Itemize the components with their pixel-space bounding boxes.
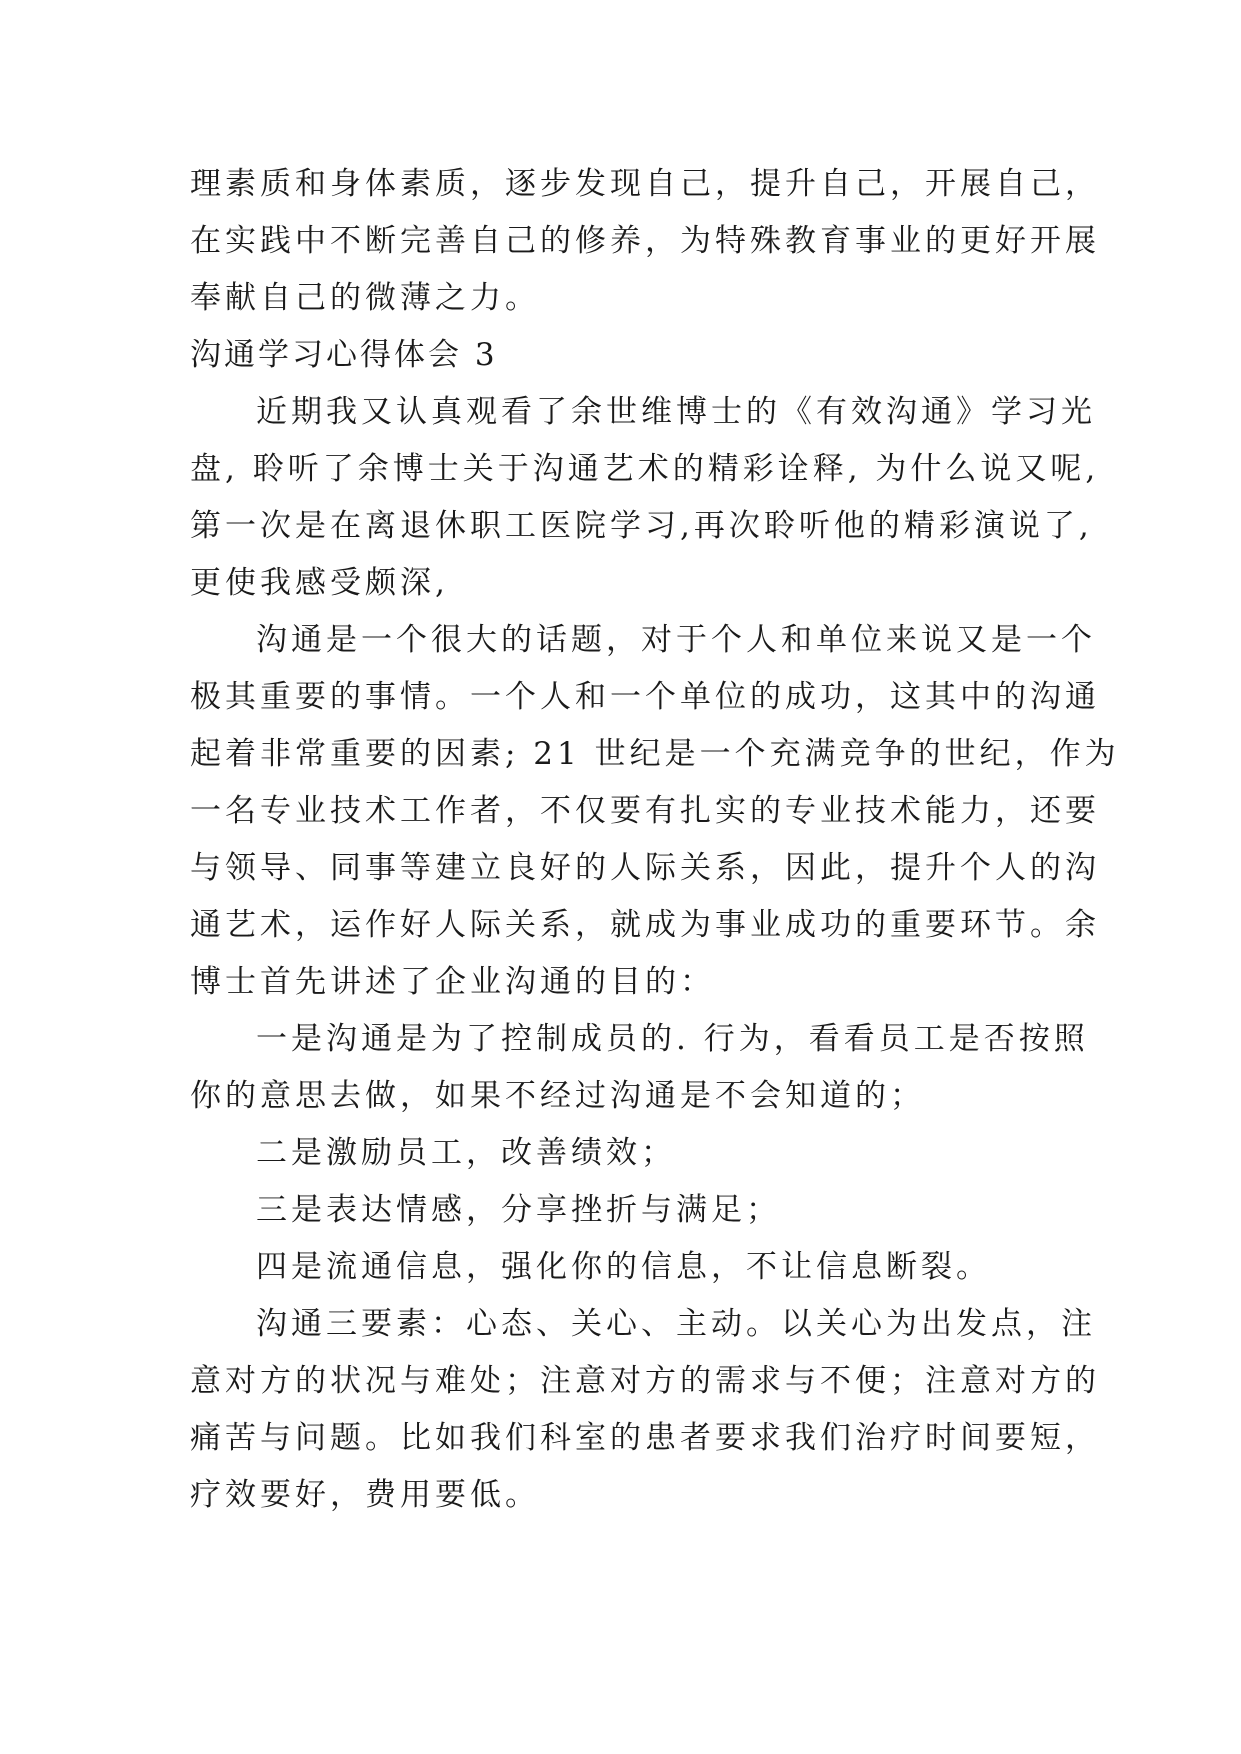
- text-line: 三是表达情感，分享挫折与满足；: [256, 1192, 781, 1228]
- text-line: 起着非常重要的因素; 21 世纪是一个充满竞争的世纪，作为: [190, 736, 1120, 772]
- text-line: 在实践中不断完善自己的修养，为特殊教育事业的更好开展: [190, 223, 1100, 259]
- text-line: 更使我感受颇深,: [190, 565, 449, 601]
- text-line: 极其重要的事情。一个人和一个单位的成功，这其中的沟通: [190, 679, 1100, 715]
- text-line: 通艺术，运作好人际关系，就成为事业成功的重要环节。余: [190, 907, 1100, 943]
- text-line: 一是沟通是为了控制成员的. 行为，看看员工是否按照: [256, 1021, 1089, 1057]
- text-line: 奉献自己的微薄之力。: [190, 280, 540, 316]
- text-line: 痛苦与问题。比如我们科室的患者要求我们治疗时间要短，: [190, 1420, 1100, 1456]
- text-line: 沟通三要素：心态、关心、主动。以关心为出发点，注: [256, 1306, 1096, 1342]
- text-line: 与领导、同事等建立良好的人际关系，因此，提升个人的沟: [190, 850, 1100, 886]
- document-body: [190, 156, 1120, 1524]
- text-line: 你的意思去做，如果不经过沟通是不会知道的；: [190, 1078, 925, 1114]
- text-line: 近期我又认真观看了余世维博士的《有效沟通》学习光: [256, 394, 1096, 430]
- text-line: 第一次是在离退休职工医院学习,再次聆听他的精彩演说了,: [190, 508, 1093, 544]
- text-line: 一名专业技术工作者，不仅要有扎实的专业技术能力，还要: [190, 793, 1100, 829]
- text-line: 沟通是一个很大的话题，对于个人和单位来说又是一个: [256, 622, 1096, 658]
- text-line: 意对方的状况与难处；注意对方的需求与不便；注意对方的: [190, 1363, 1100, 1399]
- text-line: 博士首先讲述了企业沟通的目的：: [190, 964, 715, 1000]
- text-line: 理素质和身体素质，逐步发现自己，提升自己，开展自己，: [190, 166, 1100, 202]
- text-line: 疗效要好，费用要低。: [190, 1477, 540, 1513]
- section-heading: 沟通学习心得体会 3: [190, 337, 498, 373]
- text-line: 盘, 聆听了余博士关于沟通艺术的精彩诠释, 为什么说又呢,: [190, 451, 1100, 487]
- text-line: 四是流通信息，强化你的信息，不让信息断裂。: [256, 1249, 991, 1285]
- text-line: 二是激励员工，改善绩效；: [256, 1135, 676, 1171]
